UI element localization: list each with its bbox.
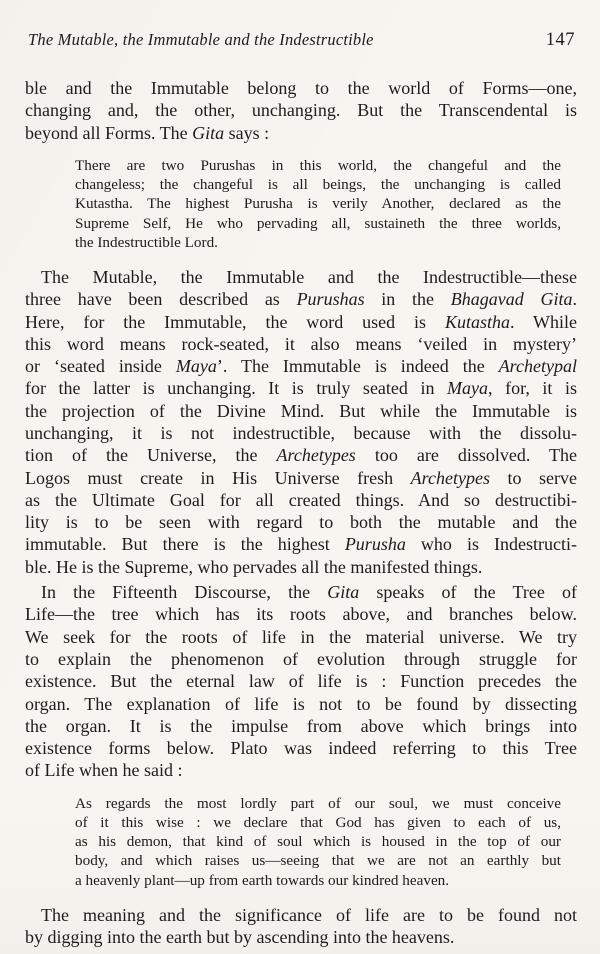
text-line: as his demon, that kind of soul which is housed in the top of our xyxy=(75,833,561,851)
text-line: immutable. But there is the highest Purusha who is Indestructi- xyxy=(25,534,577,555)
text-line: ble. He is the Supreme, who pervades all the manifested things. xyxy=(25,556,483,577)
text-line: the Indestructible Lord. xyxy=(75,233,218,251)
text-line: the projection of the Divine Mind. But while the Immutable is xyxy=(25,400,577,421)
text-line: As regards the most lordly part of our soul, we must conceive xyxy=(75,794,561,812)
text-line: We seek for the roots of life in the material universe. We try xyxy=(25,626,577,647)
text-line: There are two Purushas in this world, the changeful and the xyxy=(75,156,561,174)
text-line: tion of the Universe, the Archetypes too are dissolved. The xyxy=(25,445,577,466)
text-line: The Mutable, the Immutable and the Indestructible—these xyxy=(41,266,577,287)
text-line: The meaning and the significance of life are to be found not xyxy=(41,904,577,925)
text-line: Supreme Self, He who pervading all, sustaineth the three worlds, xyxy=(75,214,561,232)
block-quote xyxy=(75,156,561,252)
paragraph xyxy=(25,581,577,782)
paragraph xyxy=(25,77,577,144)
text-line: body, and which raises us—seeing that we are not an earthly but xyxy=(75,852,561,870)
text-line: beyond all Forms. The Gita says : xyxy=(25,122,270,143)
text-line: a heavenly plant—up from earth towards our kindred heaven. xyxy=(75,871,450,889)
text-line: by digging into the earth but by ascending into the heavens. xyxy=(25,927,455,948)
text-line: existence. But the eternal law of life is : Function precedes the xyxy=(25,671,577,692)
text-line: of it this wise : we declare that God has given to each of us, xyxy=(75,813,561,831)
text-line: Here, for the Immutable, the word used is Kutastha. While xyxy=(25,311,578,332)
text-line: or ‘seated inside Maya’. The Immutable is indeed the Archetypal xyxy=(25,356,577,377)
text-line: Logos must create in His Universe fresh Archetypes to serve xyxy=(25,467,577,488)
paragraph xyxy=(25,266,577,578)
header-title: The Mutable, the Immutable and the Indestructible xyxy=(28,30,374,49)
text-line: changeless; the changeful is all beings, the unchanging is called xyxy=(75,176,561,194)
text-line: In the Fifteenth Discourse, the Gita speaks of the Tree of xyxy=(41,582,577,603)
text-line: of Life when he said : xyxy=(25,760,183,781)
text-line: to explain the phenomenon of evolution through struggle for xyxy=(25,648,577,669)
text-line: as the Ultimate Goal for all created things. And so destructibi- xyxy=(25,489,577,510)
text-line: Life—the tree which has its roots above, and branches below. xyxy=(25,604,577,625)
text-line: this word means rock-seated, it also means ‘veiled in mystery’ xyxy=(25,333,577,354)
text-line: changing and, the other, unchanging. But the Transcendental is xyxy=(25,100,577,121)
text-line: lity is to be seen with regard to both the mutable and the xyxy=(25,512,577,533)
running-header xyxy=(28,30,575,51)
page-body xyxy=(25,77,577,948)
text-line: for the latter is unchanging. It is truly seated in Maya, for, it is xyxy=(25,378,577,399)
text-line: unchanging, it is not indestructible, because with the dissolu- xyxy=(25,422,577,443)
text-line: the organ. It is the impulse from above which brings into xyxy=(25,715,577,736)
page-number: 147 xyxy=(545,30,575,50)
text-line: three have been described as Purushas in the Bhagavad Gita. xyxy=(25,289,577,310)
text-line: ble and the Immutable belong to the world of Forms—one, xyxy=(25,78,577,98)
text-line: Kutastha. The highest Purusha is verily Another, declared as the xyxy=(75,195,561,213)
paragraph xyxy=(25,904,577,949)
text-line: organ. The explanation of life is not to be found by dissecting xyxy=(25,693,577,714)
block-quote xyxy=(75,794,561,890)
text-line: existence forms below. Plato was indeed referring to this Tree xyxy=(25,738,577,759)
